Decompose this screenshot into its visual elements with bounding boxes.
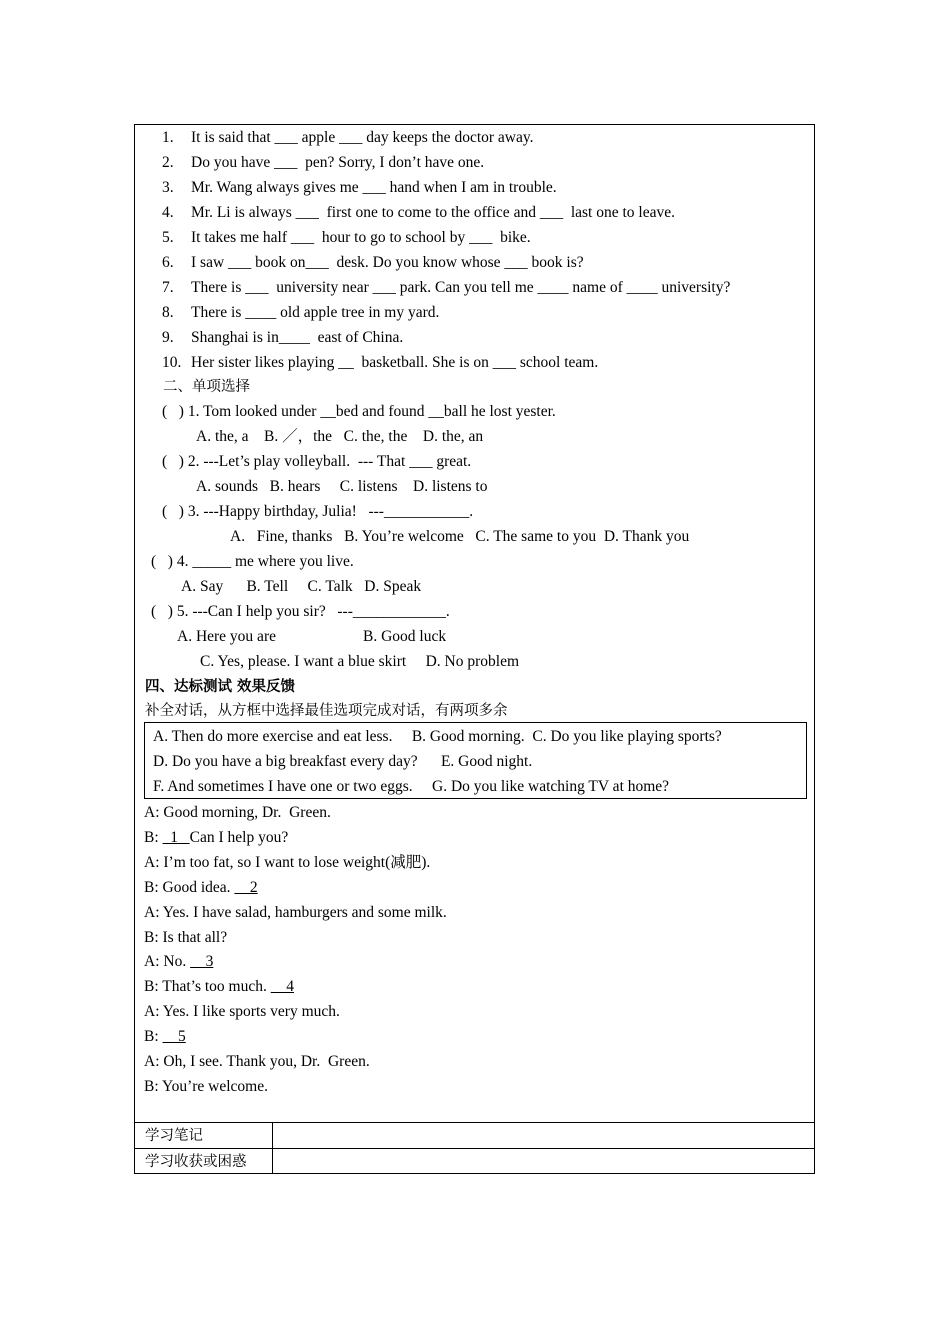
dialogue-line: B: Is that all? bbox=[144, 929, 228, 946]
item-number: 5. bbox=[162, 229, 174, 246]
study-notes-label: 学习笔记 bbox=[145, 1128, 203, 1144]
item-number: 2. bbox=[162, 154, 174, 171]
gains-field[interactable] bbox=[274, 1150, 813, 1173]
dialogue-line: B: You’re welcome. bbox=[144, 1078, 268, 1095]
item-text: I saw ___ book on___ desk. Do you know whose ___ book is? bbox=[191, 254, 584, 271]
question-options: A. Say B. Tell C. Talk D. Speak bbox=[181, 578, 422, 595]
item-number: 6. bbox=[162, 254, 174, 271]
item-text: There is ____ old apple tree in my yard. bbox=[191, 304, 440, 321]
dialogue-line: A: No. 3 bbox=[144, 953, 214, 970]
question: ( ) 1. Tom looked under __bed and found __ball he lost yester. bbox=[162, 403, 556, 420]
footer-divider bbox=[134, 1122, 815, 1123]
item-text: There is ___ university near ___ park. Can you tell me ____ name of ____ university? bbox=[191, 279, 731, 296]
item-text: Shanghai is in____ east of China. bbox=[191, 329, 404, 346]
answer-blank[interactable]: 3 bbox=[190, 953, 214, 970]
question-options: A. sounds B. hears C. listens D. listens to bbox=[196, 478, 488, 495]
dialogue-line: A: Good morning, Dr. Green. bbox=[144, 804, 331, 821]
question: ( ) 3. ---Happy birthday, Julia! ---___________. bbox=[162, 503, 474, 520]
answer-blank[interactable]: 1 bbox=[162, 829, 190, 846]
dialogue-line: B: 1 Can I help you? bbox=[144, 829, 289, 846]
section-2-heading: 二、单项选择 bbox=[163, 379, 250, 395]
question: ( ) 4. _____ me where you live. bbox=[151, 553, 354, 570]
item-number: 7. bbox=[162, 279, 174, 296]
dialogue-line: A: Yes. I have salad, hamburgers and some milk. bbox=[144, 904, 447, 921]
footer-divider bbox=[134, 1148, 815, 1149]
item-text: It is said that ___ apple ___ day keeps the doctor away. bbox=[191, 129, 534, 146]
question-options: C. Yes, please. I want a blue skirt D. No problem bbox=[200, 653, 519, 670]
item-text: Mr. Li is always ___ first one to come to the office and ___ last one to leave. bbox=[191, 204, 675, 221]
item-text: Do you have ___ pen? Sorry, I don’t have one. bbox=[191, 154, 485, 171]
item-number: 4. bbox=[162, 204, 174, 221]
question-options: A. Fine, thanks B. You’re welcome C. The same to you D. Thank you bbox=[230, 528, 690, 545]
section-4-heading: 四、达标测试 效果反馈 bbox=[145, 679, 296, 695]
study-notes-field[interactable] bbox=[274, 1124, 813, 1147]
gains-label: 学习收获或困惑 bbox=[145, 1154, 247, 1170]
question: ( ) 5. ---Can I help you sir? ---____________. bbox=[151, 603, 450, 620]
dialogue-line: A: I’m too fat, so I want to lose weight(减肥). bbox=[144, 854, 431, 871]
item-text: Her sister likes playing __ basketball. She is on ___ school team. bbox=[191, 354, 599, 371]
answer-blank[interactable]: 2 bbox=[234, 879, 258, 896]
question-option: A. Here you are bbox=[177, 628, 276, 645]
section-4-instructions: 补全对话，从方框中选择最佳选项完成对话，有两项多余 bbox=[145, 703, 508, 719]
answer-options-line: D. Do you have a big breakfast every day? E. Good night. bbox=[153, 753, 533, 770]
answer-options-line: F. And sometimes I have one or two eggs. G. Do you like watching TV at home? bbox=[153, 778, 670, 795]
item-number: 8. bbox=[162, 304, 174, 321]
item-number: 9. bbox=[162, 329, 174, 346]
dialogue-line: B: Good idea. 2 bbox=[144, 879, 258, 896]
item-text: It takes me half ___ hour to go to school by ___ bike. bbox=[191, 229, 531, 246]
answer-options-line: A. Then do more exercise and eat less. B. Good morning. C. Do you like playing sports? bbox=[153, 728, 722, 745]
dialogue-line: B: 5 bbox=[144, 1028, 186, 1045]
question-options: A. the, a B. ／，the C. the, the D. the, an bbox=[196, 428, 484, 445]
answer-blank[interactable]: 4 bbox=[270, 978, 294, 995]
item-number: 3. bbox=[162, 179, 174, 196]
item-text: Mr. Wang always gives me ___ hand when I am in trouble. bbox=[191, 179, 557, 196]
item-number: 10. bbox=[162, 354, 182, 371]
dialogue-line: A: Yes. I like sports very much. bbox=[144, 1003, 340, 1020]
question-option: B. Good luck bbox=[363, 628, 447, 645]
footer-column-divider bbox=[272, 1122, 273, 1174]
answer-blank[interactable]: 5 bbox=[162, 1028, 186, 1045]
question: ( ) 2. ---Let’s play volleyball. --- That ___ great. bbox=[162, 453, 472, 470]
dialogue-line: B: That’s too much. 4 bbox=[144, 978, 294, 995]
item-number: 1. bbox=[162, 129, 174, 146]
dialogue-line: A: Oh, I see. Thank you, Dr. Green. bbox=[144, 1053, 370, 1070]
